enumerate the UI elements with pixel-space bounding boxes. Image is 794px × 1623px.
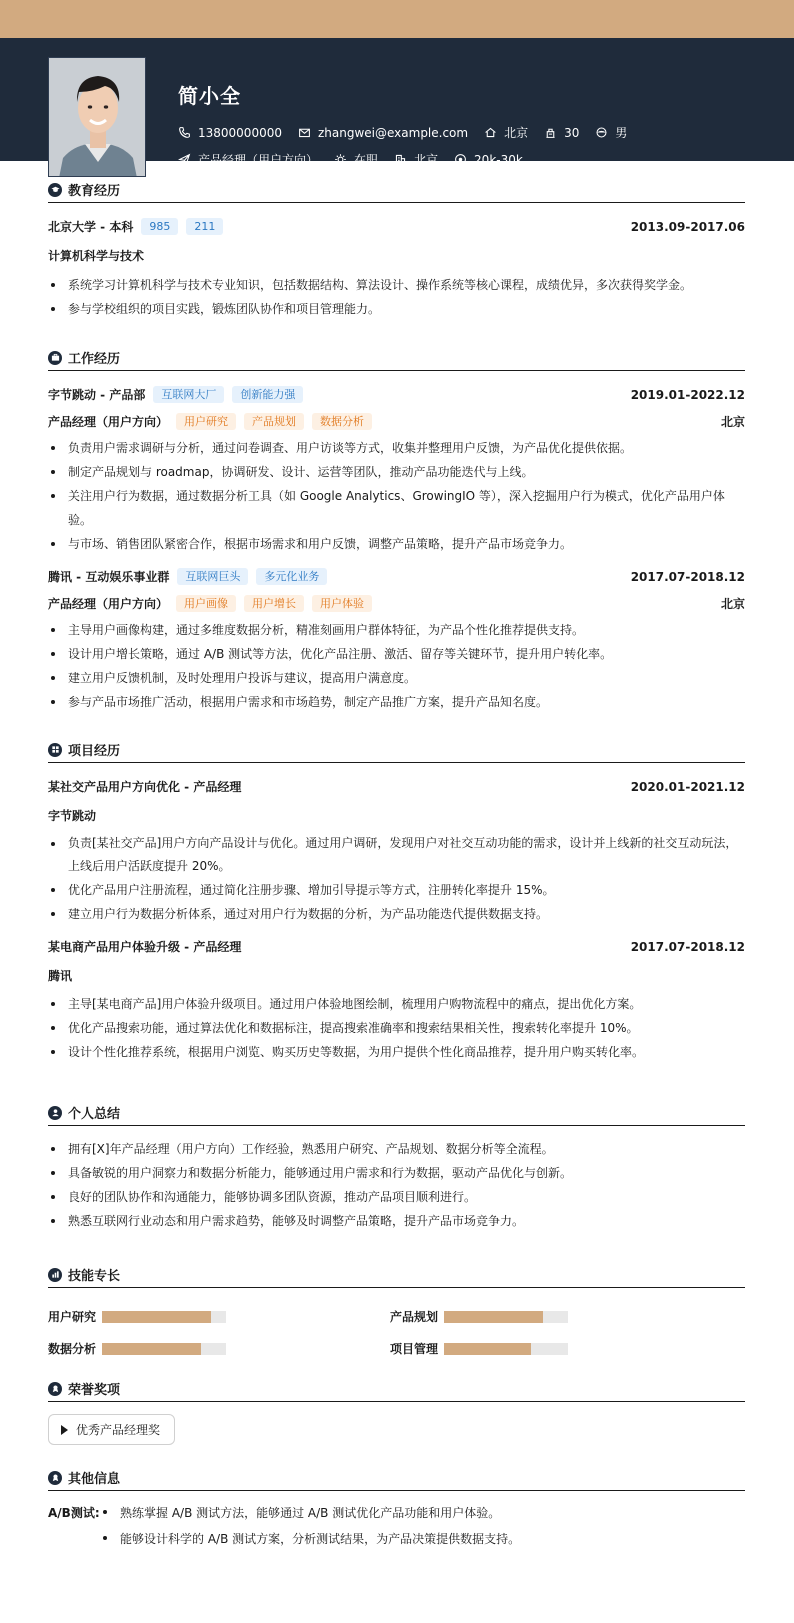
section-title: 荣誉奖项 [68,1383,121,1398]
age-item [544,126,579,140]
list-item: 建立用户反馈机制，及时处理用户投诉与建议，提高用户满意度。 [48,666,745,690]
skill-item [390,1340,568,1357]
skill-bar [444,1343,568,1355]
job-date: 2017.07-2018.12 [630,569,745,584]
section-title: 工作经历 [68,352,121,367]
education-major-row [48,247,745,264]
other-label: A/B测试: [48,1506,100,1520]
section-header [48,1376,745,1402]
list-item: 熟悉互联网行业动态和用户需求趋势，能够及时调整产品策略，提升产品市场竞争力。 [48,1209,745,1233]
hometown-item [484,124,528,141]
section-title: 个人总结 [68,1107,121,1122]
accent-band [0,0,794,38]
candidate-name: 简小全 [178,84,241,108]
job-company-row [48,568,745,585]
list-item: 优化产品用户注册流程，通过简化注册步骤、增加引导提示等方式，注册转化率提升 15%。 [48,878,745,902]
education-school-row [48,218,745,235]
job-role-row [48,413,745,430]
project-org: 腾讯 [48,969,73,983]
project-title: 某电商产品用户体验升级 - 产品经理 [48,940,242,954]
city-icon [394,153,407,166]
job-role-row [48,595,745,612]
portrait-image [49,58,146,177]
list-item: 负责用户需求调研与分析，通过问卷调查、用户访谈等方式，收集并整理用户反馈，为产品优化提供依据。 [48,436,745,460]
list-item: 参与学校组织的项目实践，锻炼团队协作和项目管理能力。 [48,297,745,321]
school-tag: 985 [141,218,178,235]
list-item: 建立用户行为数据分析体系，通过对用户行为数据的分析，为产品功能迭代提供数据支持。 [48,902,745,926]
skill-item [390,1308,568,1325]
skill-name: 数据分析 [48,1342,97,1356]
mail-icon [298,126,311,139]
role-tag: 用户体验 [312,595,372,612]
skill-fill [444,1311,543,1323]
skill-name: 产品规划 [390,1310,439,1324]
work-section [48,345,745,714]
section-header [48,177,745,203]
list-item: 设计用户增长策略，通过 A/B 测试等方法，优化产品注册、激活、留存等关键环节，提升用户转化率。 [48,642,745,666]
award-label: 优秀产品经理奖 [76,1423,161,1437]
section-title: 其他信息 [68,1472,121,1487]
job-bullets [48,436,745,556]
section-header [48,1465,745,1491]
status-item [334,151,378,168]
job-role: 产品经理（用户方向） [48,415,169,429]
job-company-row [48,386,745,403]
job-city: 北京 [720,415,745,429]
section-header [48,737,745,763]
salary-item [454,153,523,167]
hometown-text: 北京 [504,126,529,140]
section-header [48,1262,745,1288]
skill-fill [444,1343,531,1355]
list-item: 能够设计科学的 A/B 测试方案，分析测试结果，为产品决策提供数据支持。 [100,1526,745,1552]
role-tag: 数据分析 [312,413,372,430]
job-city: 北京 [720,597,745,611]
list-item: 良好的团队协作和沟通能力，能够协调多团队资源，推动产品项目顺利进行。 [48,1185,745,1209]
award-icon [48,1382,62,1396]
education-date: 2013.09-2017.06 [630,219,745,234]
award-icon [48,1471,62,1485]
briefcase-icon [48,351,62,365]
phone-item [178,126,282,140]
target-role-text: 产品经理（用户方向） [198,153,319,167]
send-icon [178,153,191,166]
list-item: 制定产品规划与 roadmap，协调研发、设计、运营等团队，推动产品功能迭代与上线。 [48,460,745,484]
projects-section [48,737,745,1064]
avatar [48,57,146,177]
list-item: 系统学习计算机科学与技术专业知识，包括数据结构、算法设计、操作系统等核心课程，成绩优异，多次获得奖学金。 [48,273,745,297]
email-text: zhangwei@example.com [317,125,469,140]
building-icon [544,126,557,139]
summary-section [48,1100,745,1233]
list-item: 与市场、销售团队紧密合作，根据市场需求和用户反馈，调整产品策略，提升产品市场竞争力。 [48,532,745,556]
list-item: 主导用户画像构建，通过多维度数据分析，精准刻画用户群体特征，为产品个性化推荐提供支持。 [48,618,745,642]
summary-bullets [48,1137,745,1233]
role-tag: 产品规划 [244,413,304,430]
salary-icon [454,153,467,166]
section-header [48,345,745,371]
school-name: 北京大学 - 本科 [48,220,134,234]
gender-text: 男 [615,126,628,140]
project-bullets [48,992,745,1064]
gender-item [595,124,627,141]
project-date: 2017.07-2018.12 [630,939,745,954]
skill-name: 项目管理 [390,1342,439,1356]
contact-row [178,124,643,141]
skill-fill [102,1343,201,1355]
education-bullets [48,273,745,321]
project-bullets [48,832,745,926]
skill-bar [102,1343,226,1355]
target-city-text: 北京 [414,153,439,167]
section-title: 教育经历 [68,184,121,199]
gender-icon [595,126,608,139]
skill-bar [444,1311,568,1323]
profile-header [0,38,794,167]
target-city-item [394,151,438,168]
project-title-row [48,938,745,955]
status-text: 在职 [354,153,379,167]
role-tag: 用户增长 [244,595,304,612]
job-bullets [48,618,745,714]
section-title: 技能专长 [68,1269,121,1284]
list-item: 拥有[X]年产品经理（用户方向）工作经验，熟悉用户研究、产品规划、数据分析等全流程。 [48,1137,745,1161]
skill-item [48,1340,226,1357]
list-item: 设计个性化推荐系统，根据用户浏览、购买历史等数据，为用户提供个性化商品推荐，提升用户购买转化率。 [48,1040,745,1064]
awards-section [48,1376,745,1445]
list-item: 参与产品市场推广活动，根据用户需求和市场趋势，制定产品推广方案，提升产品知名度。 [48,690,745,714]
project-date: 2020.01-2021.12 [630,779,745,794]
company-name: 腾讯 - 互动娱乐事业群 [48,570,170,584]
company-tag: 互联网大厂 [153,386,224,403]
list-item: 负责[某社交产品]用户方向产品设计与优化。通过用户调研，发现用户对社交互动功能的需求，设计并上线新的社交互动玩法，上线后用户活跃度提升 20%。 [48,832,745,878]
list-item: 优化产品搜索功能，通过算法优化和数据标注，提高搜索准确率和搜索结果相关性，搜索转化率提升 10%。 [48,1016,745,1040]
section-title: 项目经历 [68,744,121,759]
project-org-row [48,807,745,824]
phone-icon [178,126,191,139]
list-item: 熟练掌握 A/B 测试方法，能够通过 A/B 测试优化产品功能和用户体验。 [100,1500,745,1526]
chart-icon [48,1268,62,1282]
skill-item [48,1308,226,1325]
project-org-row [48,967,745,984]
other-info-row [48,1500,745,1552]
salary-text: 20k-30k [474,152,523,167]
age-text: 30 [564,125,580,140]
play-icon [61,1425,68,1435]
user-icon [48,1106,62,1120]
list-item: 主导[某电商产品]用户体验升级项目。通过用户体验地图绘制，梳理用户购物流程中的痛点，提出优化方案。 [48,992,745,1016]
project-title: 某社交产品用户方向优化 - 产品经理 [48,780,242,794]
major-name: 计算机科学与技术 [48,249,145,263]
list-item: 关注用户行为数据，通过数据分析工具（如 Google Analytics、GrowingIO 等），深入挖掘用户行为模式，优化产品用户体验。 [48,484,745,532]
skill-name: 用户研究 [48,1310,97,1324]
company-name: 字节跳动 - 产品部 [48,388,146,402]
grid-icon [48,743,62,757]
home-icon [484,126,497,139]
company-tag: 多元化业务 [256,568,327,585]
company-tag: 创新能力强 [232,386,303,403]
job-date: 2019.01-2022.12 [630,387,745,402]
role-tag: 用户画像 [176,595,236,612]
school-tag: 211 [186,218,223,235]
project-title-row [48,778,745,795]
section-header [48,1100,745,1126]
target-role-item [178,151,318,168]
project-org: 字节跳动 [48,809,97,823]
phone-text: 13800000000 [198,125,282,140]
skills-section [48,1262,745,1358]
role-tag: 用户研究 [176,413,236,430]
skill-bar [102,1311,226,1323]
skills-grid [48,1288,745,1358]
other-section [48,1465,745,1552]
status-icon [334,153,347,166]
education-section [48,177,745,321]
skill-fill [102,1311,211,1323]
company-tag: 互联网巨头 [177,568,248,585]
other-bullets [100,1500,745,1552]
award-item-button[interactable] [48,1414,175,1445]
graduation-icon [48,183,62,197]
job-role: 产品经理（用户方向） [48,597,169,611]
job-intent-row [178,151,539,168]
list-item: 具备敏锐的用户洞察力和数据分析能力，能够通过用户需求和行为数据，驱动产品优化与创新。 [48,1161,745,1185]
email-item [298,126,468,140]
